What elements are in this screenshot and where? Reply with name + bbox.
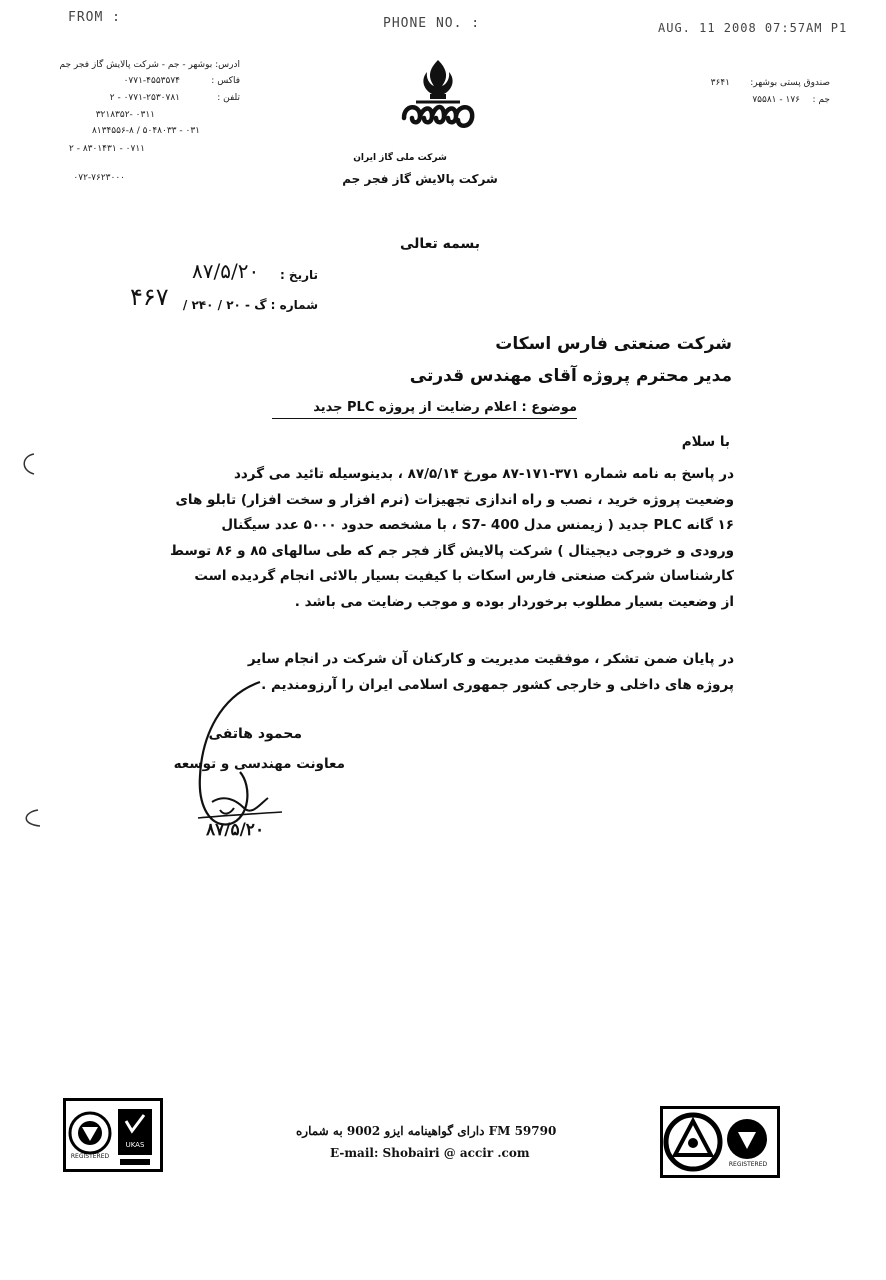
company-logo: [396, 58, 480, 138]
paragraph-1-line: در پاسخ به نامه شماره ۳۷۱-۱۷۱-۸۷ مورخ ۸۷/۵/۱۴ ، بدینوسیله تائید می گردد: [233, 466, 734, 482]
fax-number: ۰۷۷۱-۴۵۵۳۵۷۴: [123, 76, 180, 86]
date-label: تاریخ :: [279, 268, 318, 282]
right-badge-text: REGISTERED: [728, 1161, 768, 1168]
phone-number: ۰۷۷۱-۲۵۳۰۷۸۱ - ۲: [109, 93, 180, 103]
iso-certificate-line: دارای گواهینامه ایزو 9002 به شماره FM 59790: [296, 1124, 557, 1138]
date-value: ۸۷/۵/۲۰: [192, 259, 260, 283]
phone-label: تلفن :: [217, 93, 240, 103]
contact-line-4: ۰۳۱ - ۵۰۴۸۰۳۳ / ۸۱۳۴۵۵۶-۸: [91, 126, 200, 136]
recipient-person: مدیر محترم پروژه آقای مهندس قدرتی: [409, 366, 732, 386]
right-contact-block: [640, 78, 830, 118]
signature-date: ۸۷/۵/۲۰: [206, 820, 265, 840]
parent-company-name: شرکت ملی گاز ایران: [353, 153, 447, 163]
number-value: ۴۶۷: [130, 283, 169, 311]
contact-line-3: ۰۳۱۱ -۳۲۱۸۳۵۲: [95, 110, 155, 120]
paragraph-2-line: پروژه های داخلی و خارجی کشور جمهوری اسلامی ایران را آرزومندیم .: [261, 677, 734, 693]
pobox-label: صندوق پستی بوشهر:: [750, 78, 830, 88]
recipient-company: شرکت صنعتی فارس اسکات: [495, 334, 732, 354]
pobox-number: ۳۶۴۱: [710, 78, 730, 88]
left-contact-block: [40, 60, 240, 190]
greeting: با سلام: [681, 434, 730, 450]
iso-certification-badge: [63, 1098, 163, 1172]
ukas-text: UKAS: [125, 1141, 145, 1149]
fax-from-label: FROM :: [68, 10, 121, 25]
fax-label: فاکس :: [211, 76, 240, 86]
contact-line-5: ۰۷۱۱ - ۸۳۰۱۴۳۱ - ۲: [69, 144, 145, 154]
email-line: E-mail: Shobairi @ accir .com: [330, 1146, 530, 1160]
fax-datetime: AUG. 11 2008 07:57AM P1: [658, 21, 848, 35]
registered-certification-badge: [660, 1106, 780, 1178]
punch-hole-mark: [18, 808, 42, 830]
contact-line-6: ۰۷۲-۷۶۲۳۰۰۰: [73, 173, 125, 183]
jam-label: جم :: [812, 95, 830, 105]
punch-hole-mark: [18, 452, 38, 476]
paragraph-1: [126, 462, 734, 616]
paragraph-2-line: در پایان ضمن تشکر ، موفقیت مدیریت و کارکنان آن شرکت در انجام سایر: [247, 651, 734, 667]
address-text: ادرس: بوشهر - جم - شرکت پالایش گاز فجر جم: [59, 60, 240, 70]
paragraph-1-line: ۱۶ گانه PLC جدید ( زیمنس مدل S7- 400 ، با مشخصه حدود ۵۰۰۰ عدد سیگنال: [221, 517, 734, 534]
signer-name: محمود هاتفی: [208, 726, 302, 742]
basmala-heading: بسمه تعالی: [399, 236, 481, 252]
paragraph-1-line: وضعیت پروژه خرید ، نصب و راه اندازی تجهیزات (نرم افزار و سخت افزار) تابلو های: [175, 491, 734, 508]
number-label: شماره : گ - ۲۰ / ۲۴۰ /: [182, 298, 318, 312]
paragraph-1-line: ورودی و خروجی دیجیتال ) شرکت پالایش گاز فجر جم که طی سالهای ۸۵ و ۸۶ توسط: [169, 542, 734, 559]
paragraph-1-line: از وضعیت بسیار مطلوب برخوردار بوده و موجب رضایت می باشد .: [294, 593, 734, 610]
jam-number: ۱۷۶ - ۷۵۵۸۱: [752, 95, 800, 105]
left-badge-text: REGISTERED: [70, 1153, 110, 1160]
company-name: شرکت پالایش گاز فجر جم: [342, 172, 498, 186]
subject-line: موضوع : اعلام رضایت از پروژه PLC جدید: [272, 400, 577, 419]
signer-title: معاونت مهندسی و توسعه: [173, 756, 345, 772]
fax-phone-label: PHONE NO. :: [383, 16, 481, 31]
paragraph-1-line: کارشناسان شرکت صنعتی فارس اسکات با کیفیت بسیار بالائی انجام گردیده است: [194, 568, 734, 585]
